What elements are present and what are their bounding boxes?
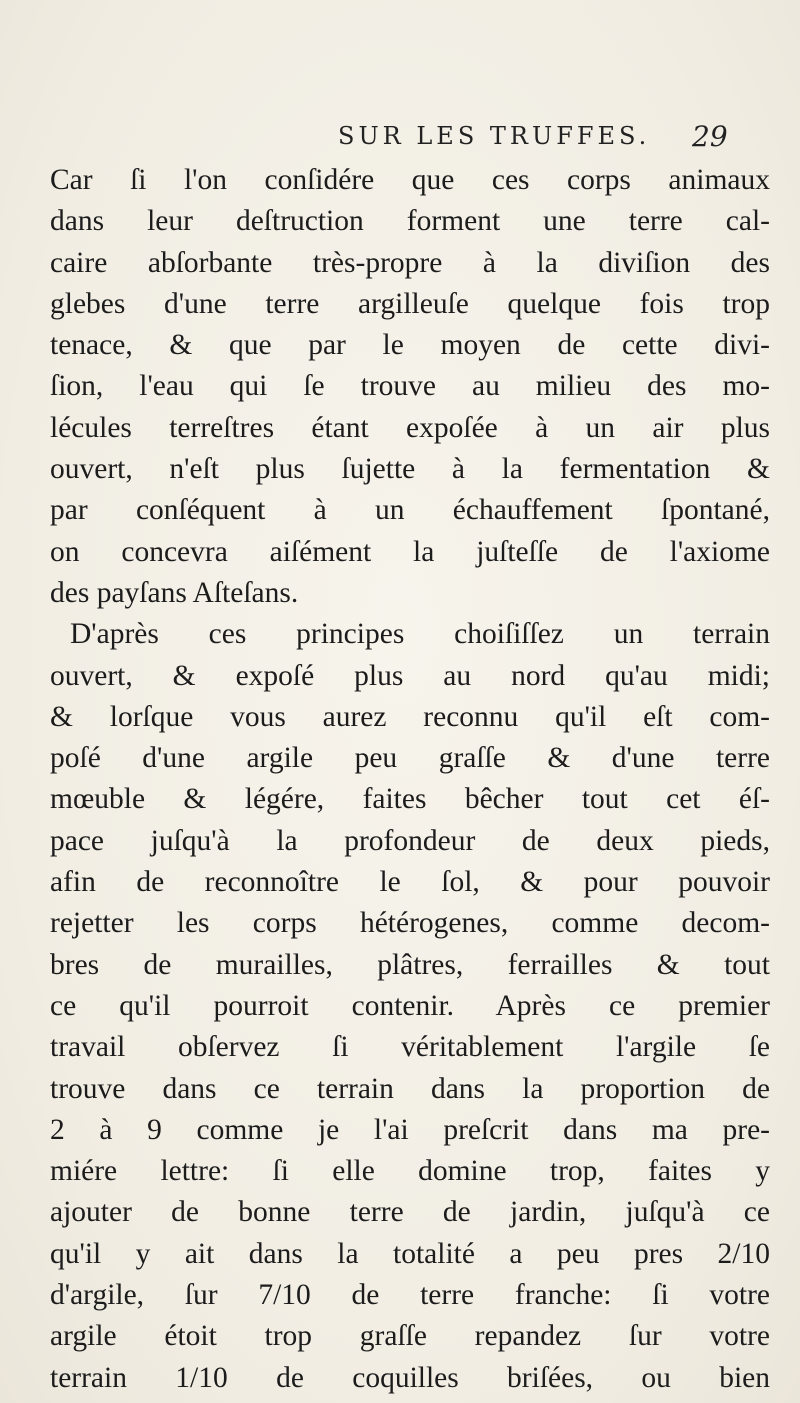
- running-title: SUR LES TRUFFES.: [338, 122, 651, 150]
- text-line: terrain 1/10 de coquilles briſées, ou bien: [50, 1361, 770, 1394]
- text-line: rejetter les corps hétérogenes, comme decom-: [50, 907, 770, 940]
- text-line: bres de murailles, plâtres, ferrailles & tout: [50, 948, 770, 981]
- text-line: miére lettre: ſi elle domine trop, faites y: [50, 1155, 770, 1188]
- body-text: [50, 160, 770, 1399]
- text-line: argile étoit trop graſſe repandez ſur votre: [50, 1320, 770, 1353]
- text-line: travail obſervez ſi véritablement l'argile ſe: [50, 1031, 770, 1064]
- text-line: caire abſorbante très-propre à la diviſion des: [50, 246, 770, 279]
- text-line: & lorſque vous aurez reconnu qu'il eſt com-: [50, 700, 770, 733]
- text-line: afin de reconnoître le ſol, & pour pouvoir: [50, 866, 770, 899]
- text-line: qu'il y ait dans la totalité a peu pres 2/10: [50, 1237, 770, 1270]
- text-line: ſion, l'eau qui ſe trouve au milieu des mo-: [50, 370, 770, 403]
- page-number: 29: [692, 120, 728, 153]
- text-line: poſé d'une argile peu graſſe & d'une terre: [50, 742, 770, 775]
- text-line: pace juſqu'à la profondeur de deux pieds,: [50, 824, 770, 857]
- text-line: Car ſi l'on conſidére que ces corps animaux: [50, 164, 770, 196]
- text-line: lécules terreſtres étant expoſée à un air plus: [50, 411, 770, 444]
- text-line: par conſéquent à un échauffement ſpontané,: [50, 494, 770, 527]
- text-line: on concevra aiſément la juſteſſe de l'axiome: [50, 535, 770, 568]
- text-line: des payſans Aſteſans.: [50, 576, 299, 609]
- text-line: ajouter de bonne terre de jardin, juſqu'à ce: [50, 1196, 770, 1229]
- page-header: [0, 120, 800, 160]
- text-line: ce qu'il pourroit contenir. Après ce premier: [50, 989, 770, 1022]
- text-line: 2 à 9 comme je l'ai preſcrit dans ma pre-: [50, 1113, 770, 1146]
- text-line: D'après ces principes choiſiſſez un terrain: [70, 618, 770, 651]
- text-line: d'argile, ſur 7/10 de terre franche: ſi votre: [50, 1279, 770, 1312]
- text-line: mœuble & légére, faites bêcher tout cet éſ-: [50, 783, 770, 816]
- text-line: trouve dans ce terrain dans la proportion de: [50, 1072, 770, 1105]
- text-line: tenace, & que par le moyen de cette divi-: [50, 329, 770, 362]
- text-line: glebes d'une terre argilleuſe quelque fois trop: [50, 287, 770, 320]
- text-line: dans leur deſtruction forment une terre cal-: [50, 205, 770, 238]
- text-line: ouvert, n'eſt plus ſujette à la fermentation &: [50, 453, 770, 486]
- text-line: ouvert, & expoſé plus au nord qu'au midi;: [50, 659, 770, 692]
